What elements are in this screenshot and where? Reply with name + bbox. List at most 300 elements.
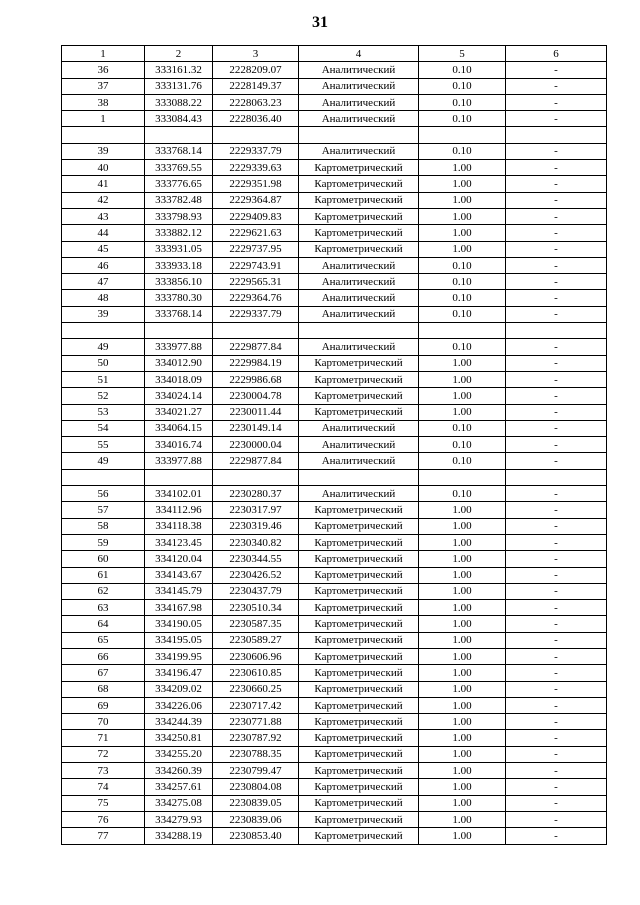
- accuracy-cell: 1.00: [419, 404, 506, 420]
- table-row: [62, 274, 607, 290]
- table-row: [62, 486, 607, 502]
- y-coordinate-cell: 2229337.79: [213, 306, 299, 322]
- point-number-cell: 49: [62, 339, 145, 355]
- x-coordinate-cell: [145, 127, 213, 143]
- x-coordinate-cell: 334275.08: [145, 795, 213, 811]
- table-row: [62, 763, 607, 779]
- y-coordinate-cell: 2230771.88: [213, 714, 299, 730]
- y-coordinate-cell: 2229877.84: [213, 453, 299, 469]
- x-coordinate-cell: 334016.74: [145, 437, 213, 453]
- table-separator-row: [62, 469, 607, 485]
- accuracy-cell: 1.00: [419, 795, 506, 811]
- table-row: [62, 567, 607, 583]
- point-number-cell: 63: [62, 600, 145, 616]
- accuracy-cell: 1.00: [419, 192, 506, 208]
- method-cell: Картометрический: [299, 665, 419, 681]
- accuracy-cell: 1.00: [419, 388, 506, 404]
- x-coordinate-cell: 333780.30: [145, 290, 213, 306]
- method-cell: Аналитический: [299, 257, 419, 273]
- x-coordinate-cell: 333161.32: [145, 62, 213, 78]
- accuracy-cell: 1.00: [419, 616, 506, 632]
- y-coordinate-cell: 2230606.96: [213, 648, 299, 664]
- accuracy-cell: 1.00: [419, 551, 506, 567]
- method-cell: Картометрический: [299, 518, 419, 534]
- y-coordinate-cell: 2230000.04: [213, 437, 299, 453]
- y-coordinate-cell: 2230004.78: [213, 388, 299, 404]
- x-coordinate-cell: 333131.76: [145, 78, 213, 94]
- table-row: [62, 208, 607, 224]
- point-number-cell: [62, 469, 145, 485]
- y-coordinate-cell: 2229877.84: [213, 339, 299, 355]
- note-cell: -: [506, 600, 607, 616]
- table-row: [62, 697, 607, 713]
- note-cell: -: [506, 746, 607, 762]
- note-cell: -: [506, 697, 607, 713]
- y-coordinate-cell: 2229409.83: [213, 208, 299, 224]
- point-number-cell: 47: [62, 274, 145, 290]
- accuracy-cell: 1.00: [419, 730, 506, 746]
- y-coordinate-cell: 2228063.23: [213, 94, 299, 110]
- table-row: [62, 518, 607, 534]
- x-coordinate-cell: 334120.04: [145, 551, 213, 567]
- y-coordinate-cell: 2230587.35: [213, 616, 299, 632]
- accuracy-cell: 0.10: [419, 257, 506, 273]
- table-row: [62, 192, 607, 208]
- method-cell: Аналитический: [299, 486, 419, 502]
- method-cell: Картометрический: [299, 534, 419, 550]
- y-coordinate-cell: 2230839.06: [213, 811, 299, 827]
- x-coordinate-cell: 334145.79: [145, 583, 213, 599]
- accuracy-cell: 1.00: [419, 746, 506, 762]
- table-row: [62, 241, 607, 257]
- point-number-cell: 55: [62, 437, 145, 453]
- note-cell: -: [506, 828, 607, 844]
- x-coordinate-cell: 334118.38: [145, 518, 213, 534]
- accuracy-cell: 1.00: [419, 600, 506, 616]
- note-cell: -: [506, 160, 607, 176]
- method-cell: Картометрический: [299, 355, 419, 371]
- point-number-cell: 41: [62, 176, 145, 192]
- point-number-cell: 42: [62, 192, 145, 208]
- accuracy-cell: 1.00: [419, 371, 506, 387]
- point-number-cell: 37: [62, 78, 145, 94]
- method-cell: Аналитический: [299, 306, 419, 322]
- y-coordinate-cell: 2229337.79: [213, 143, 299, 159]
- point-number-cell: 48: [62, 290, 145, 306]
- point-number-cell: 49: [62, 453, 145, 469]
- note-cell: -: [506, 176, 607, 192]
- note-cell: -: [506, 225, 607, 241]
- y-coordinate-cell: 2230319.46: [213, 518, 299, 534]
- method-cell: Картометрический: [299, 371, 419, 387]
- table-row: [62, 616, 607, 632]
- method-cell: Картометрический: [299, 551, 419, 567]
- page-number: 31: [312, 14, 328, 31]
- x-coordinate-cell: 333931.05: [145, 241, 213, 257]
- note-cell: -: [506, 534, 607, 550]
- note-cell: -: [506, 404, 607, 420]
- point-number-cell: 52: [62, 388, 145, 404]
- x-coordinate-cell: 334143.67: [145, 567, 213, 583]
- table-row: [62, 551, 607, 567]
- y-coordinate-cell: 2229984.19: [213, 355, 299, 371]
- y-coordinate-cell: 2230787.92: [213, 730, 299, 746]
- accuracy-cell: 1.00: [419, 518, 506, 534]
- y-coordinate-cell: [213, 323, 299, 339]
- point-number-cell: 76: [62, 811, 145, 827]
- accuracy-cell: 0.10: [419, 274, 506, 290]
- note-cell: -: [506, 339, 607, 355]
- x-coordinate-cell: 334196.47: [145, 665, 213, 681]
- x-coordinate-cell: 333768.14: [145, 306, 213, 322]
- x-coordinate-cell: 333977.88: [145, 453, 213, 469]
- note-cell: -: [506, 763, 607, 779]
- method-cell: Картометрический: [299, 795, 419, 811]
- accuracy-cell: 1.00: [419, 665, 506, 681]
- method-cell: Картометрический: [299, 404, 419, 420]
- table-row: [62, 730, 607, 746]
- accuracy-cell: 0.10: [419, 143, 506, 159]
- table-separator-row: [62, 127, 607, 143]
- y-coordinate-cell: 2228149.37: [213, 78, 299, 94]
- note-cell: -: [506, 714, 607, 730]
- accuracy-cell: 0.10: [419, 437, 506, 453]
- table-row: [62, 111, 607, 127]
- note-cell: -: [506, 453, 607, 469]
- table-row: [62, 795, 607, 811]
- method-cell: Аналитический: [299, 94, 419, 110]
- table-row: [62, 746, 607, 762]
- note-cell: -: [506, 583, 607, 599]
- x-coordinate-cell: 334112.96: [145, 502, 213, 518]
- accuracy-cell: 1.00: [419, 648, 506, 664]
- y-coordinate-cell: 2230660.25: [213, 681, 299, 697]
- y-coordinate-cell: 2230589.27: [213, 632, 299, 648]
- table-row: [62, 437, 607, 453]
- x-coordinate-cell: 333768.14: [145, 143, 213, 159]
- accuracy-cell: 1.00: [419, 502, 506, 518]
- y-coordinate-cell: 2230149.14: [213, 420, 299, 436]
- accuracy-cell: [419, 323, 506, 339]
- method-cell: Картометрический: [299, 763, 419, 779]
- point-number-cell: 72: [62, 746, 145, 762]
- table-header: [62, 46, 607, 62]
- point-number-cell: 39: [62, 143, 145, 159]
- y-coordinate-cell: 2229364.76: [213, 290, 299, 306]
- point-number-cell: 54: [62, 420, 145, 436]
- table-row: [62, 665, 607, 681]
- x-coordinate-cell: 333798.93: [145, 208, 213, 224]
- x-coordinate-cell: [145, 323, 213, 339]
- note-cell: -: [506, 371, 607, 387]
- point-number-cell: 43: [62, 208, 145, 224]
- note-cell: -: [506, 616, 607, 632]
- point-number-cell: 57: [62, 502, 145, 518]
- point-number-cell: 65: [62, 632, 145, 648]
- point-number-cell: 74: [62, 779, 145, 795]
- point-number-cell: 60: [62, 551, 145, 567]
- point-number-cell: 38: [62, 94, 145, 110]
- y-coordinate-cell: 2230011.44: [213, 404, 299, 420]
- point-number-cell: 56: [62, 486, 145, 502]
- accuracy-cell: 0.10: [419, 62, 506, 78]
- point-number-cell: 62: [62, 583, 145, 599]
- method-cell: Картометрический: [299, 714, 419, 730]
- x-coordinate-cell: 334024.14: [145, 388, 213, 404]
- y-coordinate-cell: 2230426.52: [213, 567, 299, 583]
- header-row: [62, 46, 607, 62]
- note-cell: -: [506, 192, 607, 208]
- y-coordinate-cell: 2230853.40: [213, 828, 299, 844]
- x-coordinate-cell: 334064.15: [145, 420, 213, 436]
- table-row: [62, 420, 607, 436]
- point-number-cell: 71: [62, 730, 145, 746]
- method-cell: Картометрический: [299, 225, 419, 241]
- method-cell: Аналитический: [299, 62, 419, 78]
- y-coordinate-cell: 2228036.40: [213, 111, 299, 127]
- note-cell: -: [506, 665, 607, 681]
- x-coordinate-cell: 334021.27: [145, 404, 213, 420]
- x-coordinate-cell: 334257.61: [145, 779, 213, 795]
- method-cell: Аналитический: [299, 78, 419, 94]
- table-row: [62, 828, 607, 844]
- x-coordinate-cell: 333977.88: [145, 339, 213, 355]
- note-cell: -: [506, 486, 607, 502]
- table-row: [62, 160, 607, 176]
- note-cell: -: [506, 94, 607, 110]
- x-coordinate-cell: 334167.98: [145, 600, 213, 616]
- note-cell: -: [506, 388, 607, 404]
- x-coordinate-cell: 333782.48: [145, 192, 213, 208]
- x-coordinate-cell: 334195.05: [145, 632, 213, 648]
- column-header: 1: [62, 46, 145, 62]
- x-coordinate-cell: 334199.95: [145, 648, 213, 664]
- point-number-cell: 64: [62, 616, 145, 632]
- x-coordinate-cell: 334244.39: [145, 714, 213, 730]
- method-cell: Картометрический: [299, 828, 419, 844]
- method-cell: [299, 323, 419, 339]
- note-cell: -: [506, 241, 607, 257]
- x-coordinate-cell: 333882.12: [145, 225, 213, 241]
- accuracy-cell: 1.00: [419, 225, 506, 241]
- note-cell: -: [506, 208, 607, 224]
- point-number-cell: 70: [62, 714, 145, 730]
- table-row: [62, 681, 607, 697]
- note-cell: -: [506, 795, 607, 811]
- x-coordinate-cell: 333769.55: [145, 160, 213, 176]
- method-cell: Картометрический: [299, 746, 419, 762]
- y-coordinate-cell: 2229339.63: [213, 160, 299, 176]
- method-cell: [299, 127, 419, 143]
- point-number-cell: 69: [62, 697, 145, 713]
- table-row: [62, 648, 607, 664]
- y-coordinate-cell: 2230437.79: [213, 583, 299, 599]
- x-coordinate-cell: 334102.01: [145, 486, 213, 502]
- point-number-cell: [62, 323, 145, 339]
- point-number-cell: 59: [62, 534, 145, 550]
- note-cell: [506, 323, 607, 339]
- point-number-cell: 58: [62, 518, 145, 534]
- point-number-cell: 66: [62, 648, 145, 664]
- point-number-cell: 36: [62, 62, 145, 78]
- point-number-cell: 46: [62, 257, 145, 273]
- accuracy-cell: 0.10: [419, 420, 506, 436]
- y-coordinate-cell: [213, 469, 299, 485]
- note-cell: -: [506, 143, 607, 159]
- point-number-cell: 1: [62, 111, 145, 127]
- x-coordinate-cell: 334018.09: [145, 371, 213, 387]
- note-cell: -: [506, 78, 607, 94]
- method-cell: Картометрический: [299, 583, 419, 599]
- point-number-cell: 45: [62, 241, 145, 257]
- method-cell: Картометрический: [299, 160, 419, 176]
- table-row: [62, 339, 607, 355]
- method-cell: Аналитический: [299, 111, 419, 127]
- table-separator-row: [62, 323, 607, 339]
- x-coordinate-cell: 334255.20: [145, 746, 213, 762]
- point-number-cell: 40: [62, 160, 145, 176]
- table-row: [62, 583, 607, 599]
- table-row: [62, 94, 607, 110]
- coordinates-table: [61, 45, 607, 845]
- x-coordinate-cell: 334288.19: [145, 828, 213, 844]
- method-cell: Картометрический: [299, 208, 419, 224]
- method-cell: Картометрический: [299, 502, 419, 518]
- method-cell: Картометрический: [299, 648, 419, 664]
- x-coordinate-cell: 333933.18: [145, 257, 213, 273]
- point-number-cell: 50: [62, 355, 145, 371]
- method-cell: Аналитический: [299, 290, 419, 306]
- accuracy-cell: 0.10: [419, 78, 506, 94]
- accuracy-cell: 1.00: [419, 681, 506, 697]
- x-coordinate-cell: 334209.02: [145, 681, 213, 697]
- table-row: [62, 534, 607, 550]
- point-number-cell: 73: [62, 763, 145, 779]
- accuracy-cell: 0.10: [419, 290, 506, 306]
- point-number-cell: 75: [62, 795, 145, 811]
- accuracy-cell: 0.10: [419, 94, 506, 110]
- column-header: 6: [506, 46, 607, 62]
- y-coordinate-cell: 2230610.85: [213, 665, 299, 681]
- method-cell: Картометрический: [299, 632, 419, 648]
- accuracy-cell: 1.00: [419, 208, 506, 224]
- accuracy-cell: 1.00: [419, 811, 506, 827]
- y-coordinate-cell: 2230340.82: [213, 534, 299, 550]
- table-row: [62, 388, 607, 404]
- method-cell: Аналитический: [299, 143, 419, 159]
- note-cell: -: [506, 648, 607, 664]
- note-cell: -: [506, 437, 607, 453]
- y-coordinate-cell: 2229351.98: [213, 176, 299, 192]
- note-cell: -: [506, 420, 607, 436]
- method-cell: Картометрический: [299, 241, 419, 257]
- x-coordinate-cell: 334190.05: [145, 616, 213, 632]
- accuracy-cell: 1.00: [419, 241, 506, 257]
- y-coordinate-cell: 2229737.95: [213, 241, 299, 257]
- point-number-cell: 68: [62, 681, 145, 697]
- table-row: [62, 225, 607, 241]
- point-number-cell: 77: [62, 828, 145, 844]
- method-cell: Картометрический: [299, 616, 419, 632]
- y-coordinate-cell: 2230317.97: [213, 502, 299, 518]
- method-cell: Картометрический: [299, 779, 419, 795]
- method-cell: Аналитический: [299, 453, 419, 469]
- table-row: [62, 600, 607, 616]
- method-cell: Аналитический: [299, 339, 419, 355]
- x-coordinate-cell: 334250.81: [145, 730, 213, 746]
- point-number-cell: 51: [62, 371, 145, 387]
- accuracy-cell: 1.00: [419, 160, 506, 176]
- method-cell: [299, 469, 419, 485]
- note-cell: -: [506, 811, 607, 827]
- accuracy-cell: 1.00: [419, 355, 506, 371]
- method-cell: Картометрический: [299, 600, 419, 616]
- accuracy-cell: [419, 127, 506, 143]
- method-cell: Картометрический: [299, 388, 419, 404]
- note-cell: -: [506, 257, 607, 273]
- accuracy-cell: 1.00: [419, 567, 506, 583]
- table-row: [62, 143, 607, 159]
- method-cell: Картометрический: [299, 811, 419, 827]
- x-coordinate-cell: [145, 469, 213, 485]
- y-coordinate-cell: 2230344.55: [213, 551, 299, 567]
- x-coordinate-cell: 333856.10: [145, 274, 213, 290]
- table-body: [62, 62, 607, 844]
- table-row: [62, 257, 607, 273]
- table-row: [62, 453, 607, 469]
- point-number-cell: 61: [62, 567, 145, 583]
- accuracy-cell: 1.00: [419, 632, 506, 648]
- column-header: 5: [419, 46, 506, 62]
- note-cell: -: [506, 111, 607, 127]
- y-coordinate-cell: 2230839.05: [213, 795, 299, 811]
- y-coordinate-cell: 2230280.37: [213, 486, 299, 502]
- note-cell: -: [506, 632, 607, 648]
- x-coordinate-cell: 334012.90: [145, 355, 213, 371]
- note-cell: -: [506, 274, 607, 290]
- table-row: [62, 78, 607, 94]
- column-header: 3: [213, 46, 299, 62]
- note-cell: [506, 469, 607, 485]
- accuracy-cell: 1.00: [419, 779, 506, 795]
- accuracy-cell: 0.10: [419, 486, 506, 502]
- note-cell: -: [506, 502, 607, 518]
- y-coordinate-cell: 2230799.47: [213, 763, 299, 779]
- table-row: [62, 371, 607, 387]
- method-cell: Картометрический: [299, 567, 419, 583]
- note-cell: -: [506, 730, 607, 746]
- point-number-cell: 67: [62, 665, 145, 681]
- y-coordinate-cell: [213, 127, 299, 143]
- note-cell: -: [506, 355, 607, 371]
- point-number-cell: [62, 127, 145, 143]
- method-cell: Картометрический: [299, 681, 419, 697]
- accuracy-cell: 1.00: [419, 763, 506, 779]
- note-cell: -: [506, 62, 607, 78]
- x-coordinate-cell: 334279.93: [145, 811, 213, 827]
- table-row: [62, 502, 607, 518]
- table-row: [62, 62, 607, 78]
- note-cell: -: [506, 306, 607, 322]
- method-cell: Аналитический: [299, 274, 419, 290]
- method-cell: Картометрический: [299, 192, 419, 208]
- method-cell: Картометрический: [299, 697, 419, 713]
- y-coordinate-cell: 2230804.08: [213, 779, 299, 795]
- accuracy-cell: 1.00: [419, 697, 506, 713]
- accuracy-cell: 1.00: [419, 714, 506, 730]
- x-coordinate-cell: 334226.06: [145, 697, 213, 713]
- note-cell: -: [506, 567, 607, 583]
